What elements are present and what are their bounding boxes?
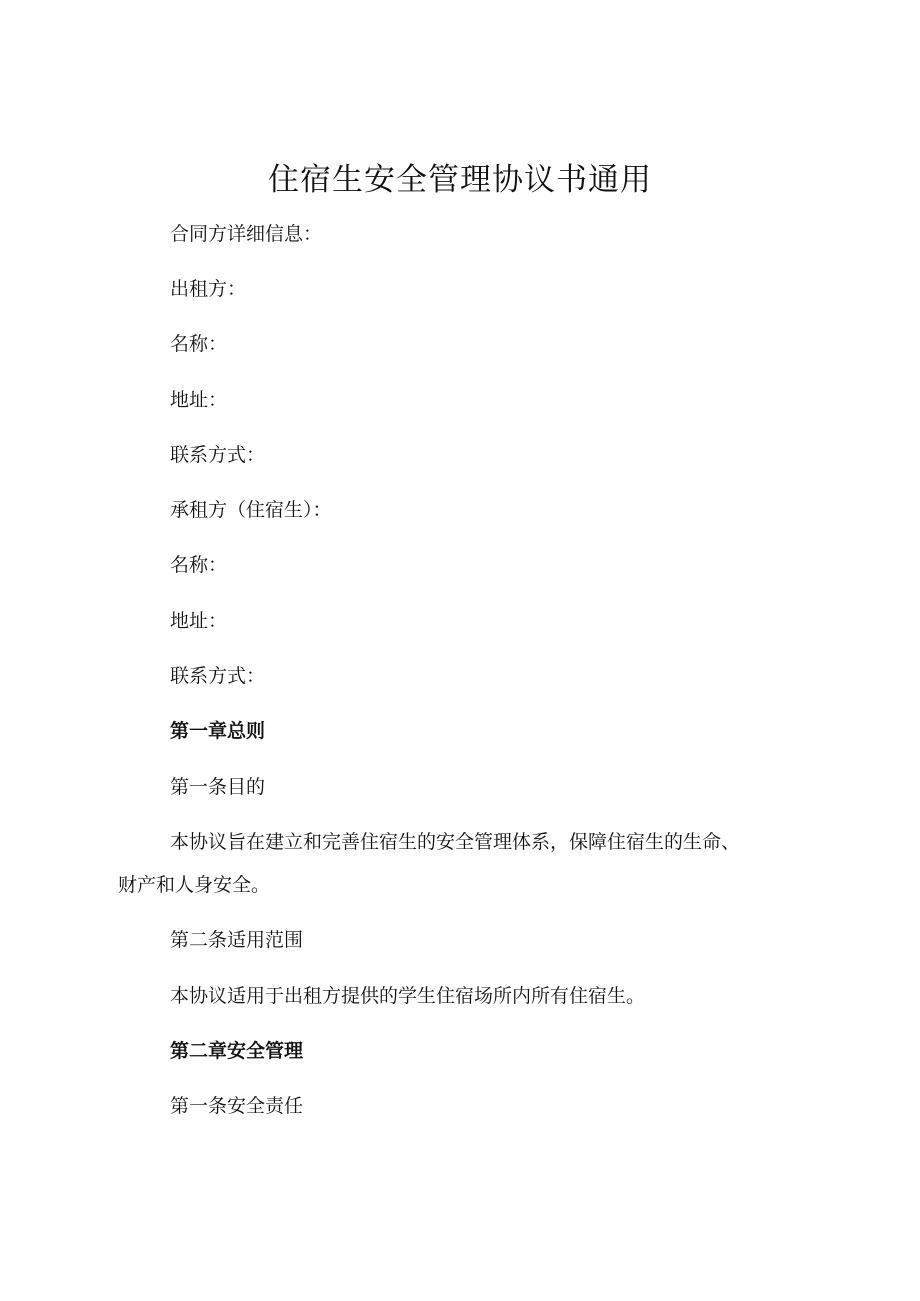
chapter-1-article-1-text-line-2: 财产和人身安全。 (118, 874, 271, 896)
chapter-2-article-1-title: 第一条安全责任 (170, 1095, 304, 1117)
chapter-2-heading: 第二章安全管理 (170, 1040, 304, 1062)
document-title: 住宿生安全管理协议书通用 (268, 162, 652, 198)
lessee-label: 承租方（住宿生）： (170, 499, 332, 521)
lessee-address-label: 地址： (170, 610, 228, 632)
lessor-contact-label: 联系方式： (170, 444, 266, 466)
lessee-contact-label: 联系方式： (170, 665, 266, 687)
chapter-1-article-2-text: 本协议适用于出租方提供的学生住宿场所内所有住宿生。 (170, 985, 646, 1007)
chapter-1-article-1-title: 第一条目的 (170, 776, 266, 798)
party-info-heading: 合同方详细信息： (170, 223, 323, 245)
lessee-name-label: 名称： (170, 554, 228, 576)
chapter-1-heading: 第一章总则 (170, 720, 266, 742)
lessor-address-label: 地址： (170, 389, 228, 411)
chapter-1-article-1-text-line-1: 本协议旨在建立和完善住宿生的安全管理体系，保障住宿生的生命、 (170, 831, 741, 853)
chapter-1-article-2-title: 第二条适用范围 (170, 929, 304, 951)
lessor-label: 出租方： (170, 278, 247, 300)
lessor-name-label: 名称： (170, 333, 228, 355)
